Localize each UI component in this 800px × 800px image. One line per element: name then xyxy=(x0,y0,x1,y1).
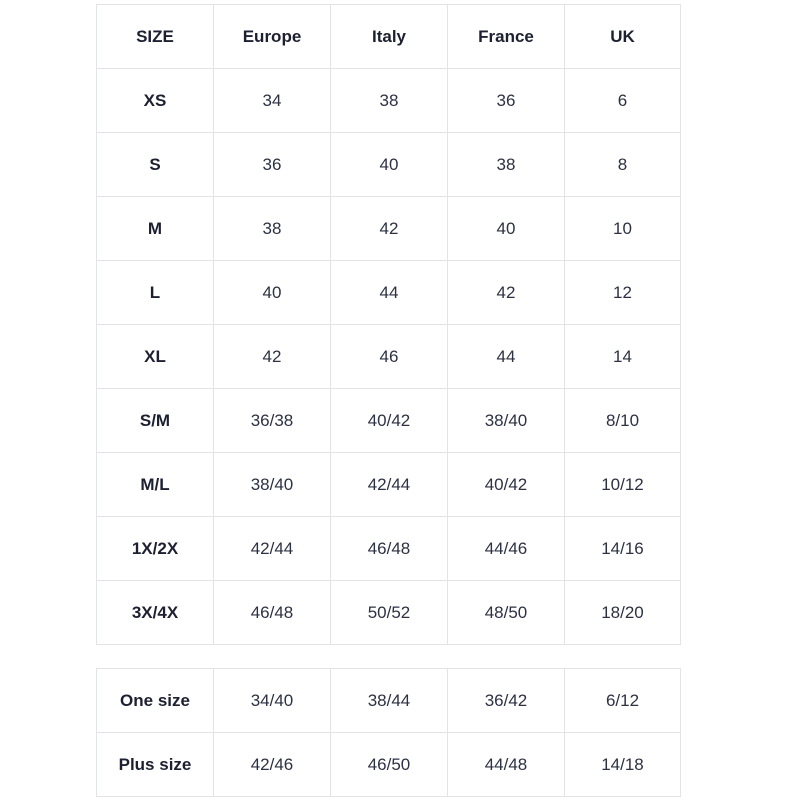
table-row xyxy=(97,733,681,797)
cell-france: 44 xyxy=(448,325,565,389)
cell-europe: 34 xyxy=(214,69,331,133)
table-row xyxy=(97,517,681,581)
cell-uk: 6 xyxy=(565,69,681,133)
cell-europe: 42/44 xyxy=(214,517,331,581)
table-row xyxy=(97,261,681,325)
cell-europe: 38/40 xyxy=(214,453,331,517)
cell-europe: 36/38 xyxy=(214,389,331,453)
cell-italy: 44 xyxy=(331,261,448,325)
cell-uk: 14/18 xyxy=(565,733,681,797)
cell-europe: 40 xyxy=(214,261,331,325)
cell-france: 36/42 xyxy=(448,669,565,733)
cell-uk: 10/12 xyxy=(565,453,681,517)
cell-uk: 8 xyxy=(565,133,681,197)
cell-italy: 46/48 xyxy=(331,517,448,581)
cell-france: 40 xyxy=(448,197,565,261)
cell-uk: 6/12 xyxy=(565,669,681,733)
table-row xyxy=(97,669,681,733)
cell-italy: 46/50 xyxy=(331,733,448,797)
cell-france: 44/46 xyxy=(448,517,565,581)
general-size-table xyxy=(96,668,681,797)
row-label: XS xyxy=(97,69,214,133)
cell-italy: 40 xyxy=(331,133,448,197)
cell-europe: 46/48 xyxy=(214,581,331,645)
table-header-row xyxy=(97,5,681,69)
cell-france: 44/48 xyxy=(448,733,565,797)
cell-uk: 18/20 xyxy=(565,581,681,645)
cell-france: 36 xyxy=(448,69,565,133)
row-label: One size xyxy=(97,669,214,733)
cell-italy: 38/44 xyxy=(331,669,448,733)
row-label: 3X/4X xyxy=(97,581,214,645)
cell-uk: 14 xyxy=(565,325,681,389)
cell-europe: 34/40 xyxy=(214,669,331,733)
cell-france: 40/42 xyxy=(448,453,565,517)
cell-italy: 50/52 xyxy=(331,581,448,645)
column-header-size: SIZE xyxy=(97,5,214,69)
size-conversion-table xyxy=(96,4,681,645)
table-row xyxy=(97,581,681,645)
cell-italy: 42 xyxy=(331,197,448,261)
cell-europe: 42/46 xyxy=(214,733,331,797)
table-row xyxy=(97,197,681,261)
cell-uk: 12 xyxy=(565,261,681,325)
row-label: XL xyxy=(97,325,214,389)
row-label: S xyxy=(97,133,214,197)
table-row xyxy=(97,325,681,389)
cell-italy: 42/44 xyxy=(331,453,448,517)
column-header-uk: UK xyxy=(565,5,681,69)
cell-uk: 10 xyxy=(565,197,681,261)
cell-italy: 40/42 xyxy=(331,389,448,453)
table-row xyxy=(97,69,681,133)
cell-france: 42 xyxy=(448,261,565,325)
cell-europe: 36 xyxy=(214,133,331,197)
table-row xyxy=(97,453,681,517)
column-header-france: France xyxy=(448,5,565,69)
cell-europe: 38 xyxy=(214,197,331,261)
row-label: S/M xyxy=(97,389,214,453)
column-header-italy: Italy xyxy=(331,5,448,69)
row-label: 1X/2X xyxy=(97,517,214,581)
cell-uk: 8/10 xyxy=(565,389,681,453)
cell-italy: 38 xyxy=(331,69,448,133)
table-row xyxy=(97,133,681,197)
cell-uk: 14/16 xyxy=(565,517,681,581)
cell-france: 48/50 xyxy=(448,581,565,645)
cell-europe: 42 xyxy=(214,325,331,389)
cell-france: 38/40 xyxy=(448,389,565,453)
cell-italy: 46 xyxy=(331,325,448,389)
row-label: M xyxy=(97,197,214,261)
row-label: Plus size xyxy=(97,733,214,797)
row-label: M/L xyxy=(97,453,214,517)
table-row xyxy=(97,389,681,453)
row-label: L xyxy=(97,261,214,325)
column-header-europe: Europe xyxy=(214,5,331,69)
cell-france: 38 xyxy=(448,133,565,197)
